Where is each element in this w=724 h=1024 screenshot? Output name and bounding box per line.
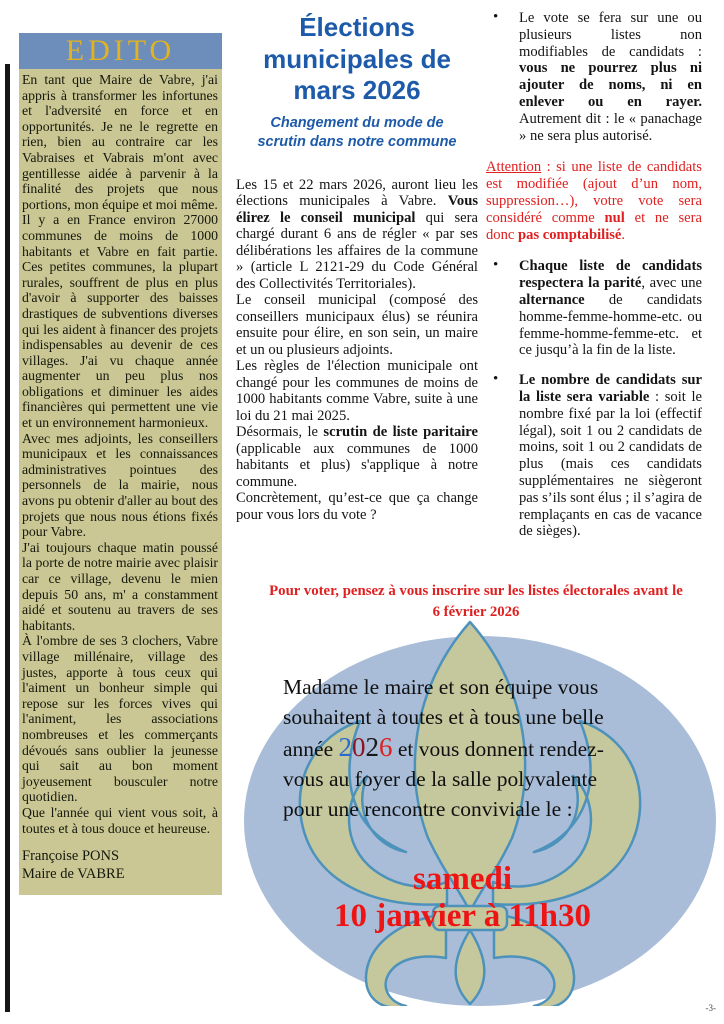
text-segment: scrutin de liste paritaire	[323, 424, 478, 441]
attention-note	[486, 159, 702, 243]
invitation-text	[283, 672, 719, 824]
text-segment: année	[283, 737, 339, 761]
event-date	[230, 862, 695, 935]
paragraph	[236, 177, 478, 293]
text-segment: Avec mes adjoints, les conseillers municipaux et les connaissances administratives pointues des personnels de la mairie, nous avons pu obtenir d'aller au bout des projets que nous nous étions fixés pour Vabre.	[22, 430, 218, 540]
fleur-bottom-spike	[456, 930, 485, 1004]
left-edge-rule	[5, 64, 10, 1012]
text-segment: À l'ombre de ses 3 clochers, Vabre village millénaire, village des justes, apporte à tous ceux qui l'aiment un bonheur simple qui repose sur les forces vives qui l'animent, les associations nombreuses et les commerçants dévoués sans oublier la jeunesse qui sait au bon moment joyeusement bousculer notre quotidien.	[22, 633, 218, 805]
text-segment: (applicable aux communes de 1000 habitants et plus) s'applique à notre commune.	[236, 440, 478, 490]
bullet-marker: •	[493, 371, 499, 388]
text-segment: Les règles de l'élection municipale ont changé pour les communes de moins de 1000 habitants comme Vabre, suite à une loi du 21 mai 2025.	[236, 358, 478, 424]
text-segment: de candidats homme-femme-homme-etc. ou femme-homme-femme-etc. et ce jusqu’à la fin de la liste.	[519, 291, 702, 359]
event-date-day: samedi	[413, 861, 512, 897]
text-segment: Désormais, le	[236, 424, 324, 441]
text-segment: Le conseil municipal (composé des conseillers municipaux élus) se réunira ensuite pour élire, en son sein, un maire et un ou plusieurs adjoints.	[236, 292, 478, 358]
text-segment: Chaque liste de candidats respectera la parité	[519, 258, 702, 292]
paragraph	[236, 292, 478, 358]
paragraph	[22, 431, 218, 540]
text-segment: vous ne pourrez plus ni ajouter de noms, ni en enlever ou en rayer.	[519, 60, 702, 110]
paragraph	[22, 633, 218, 805]
text-segment: pour une rencontre conviviale le :	[283, 797, 573, 821]
text-segment: et ne sera donc	[486, 209, 702, 243]
page-number: -3-	[705, 1003, 716, 1013]
paragraph	[283, 672, 719, 824]
text-segment: : si une liste de candidats est modifiée (ajout d’un nom, suppression…), votre vote sera considéré comme	[486, 159, 702, 226]
text-segment: .	[621, 226, 626, 243]
text-segment: alternance	[519, 291, 585, 308]
paragraph	[22, 540, 218, 634]
paragraph	[22, 72, 218, 212]
article-column	[236, 12, 478, 523]
rule-text	[519, 258, 702, 358]
rule-text	[486, 159, 702, 242]
text-segment: En tant que Maire de Vabre, j'ai appris à transformer les infortunes et l'adversité en force et en opportunités. Je ne le regrette en rien, bien au contraire car les Vabraises et Vabrais m'ont avec gentillesse aidée à parvenir à la finalité des projets que nous portions, mon équipe et moi même.	[22, 72, 218, 212]
text-segment: Madame le maire et son équipe vous	[283, 675, 599, 699]
paragraph	[22, 212, 218, 430]
paragraph	[22, 805, 218, 836]
text-segment: Que l'année qui vient vous soit, à toutes et à tous douce et heureuse.	[22, 804, 218, 836]
text-segment: 2	[338, 732, 353, 762]
paragraph	[236, 358, 478, 424]
event-date-time: 10 janvier à 11h30	[334, 898, 591, 934]
signature-block	[19, 836, 222, 895]
text-segment: : soit le nombre fixé par la loi (effectif légal), soit 1 ou 2 candidats de moins, soit 1 ou 2 candidats de plus (mais ces candidats supplémentaires ne siègeront pas s’ils sont élus ; il s’agira de remplaçants en cas de vacance de sièges).	[519, 388, 702, 540]
text-segment: vous au foyer de la salle polyvalente	[283, 767, 598, 791]
signature-role: Maire de VABRE	[22, 865, 125, 882]
article-body	[236, 177, 478, 524]
rule-bullet-item	[486, 372, 702, 540]
paragraph	[236, 490, 478, 523]
text-segment: , avec une	[641, 275, 703, 292]
banner-line1: Pour voter, pensez à vous inscrire sur les listes électorales avant le	[269, 583, 683, 599]
text-segment: Autrement dit : le « panachage » ne sera plus autorisé.	[519, 110, 702, 144]
text-segment: J'ai toujours chaque matin poussé la porte de notre mairie avec plaisir car ce village, devenu le mien depuis 50 ans, m' a constamment aidé et soutenu au travers de ses habitants.	[22, 539, 218, 633]
article-title: Élections municipales de mars 2026	[263, 12, 451, 106]
text-segment: Concrètement, qu’est-ce que ça change pour vous lors du vote ?	[236, 490, 478, 523]
paragraph	[236, 424, 478, 490]
text-segment: pas comptabilisé	[518, 226, 622, 243]
signature-name: Françoise PONS	[22, 848, 120, 865]
edito-header	[19, 33, 222, 69]
text-segment: nul	[604, 209, 625, 226]
text-segment: Il y a en France environ 27000 communes de moins de 1000 habitants et Vabre en fait partie. Ces petites communes, la plupart rurales, souffrent de plus en plus d'avoir à supporter des baisses drastiques de subventions diverses qui les aident à financer des projets indispensables au devenir de ces villages. J'ai vu chaque année augmenter un peu plus nos obligations et diminuer les aides financières qui permettent une vie et un environnement harmonieux.	[22, 212, 218, 431]
text-segment: Le vote se fera sur une ou plusieurs listes non modifiables de candidats :	[519, 10, 702, 60]
bullet-marker: •	[493, 257, 499, 274]
text-segment: souhaitent à toutes et à tous une belle	[283, 705, 604, 729]
text-segment: qui sera chargé durant 6 ans de régler « par ses délibérations les affaires de la commune » (article L 2121-29 du Code Général des Collectivités Territoriales).	[236, 209, 478, 292]
edito-section	[19, 33, 222, 895]
text-segment: 2	[365, 732, 380, 762]
text-segment: Attention	[486, 159, 542, 176]
edito-body	[19, 69, 222, 836]
text-segment: Le nombre de candidats sur la liste sera variable	[519, 372, 702, 405]
text-segment: 0	[352, 732, 366, 762]
rule-text	[519, 372, 702, 539]
edito-title: EDITO	[65, 34, 176, 67]
text-segment: 6	[379, 732, 393, 762]
text-segment: Vous élirez le conseil municipal	[236, 193, 478, 226]
text-segment: Les 15 et 22 mars 2026, auront lieu les élections municipales à Vabre.	[236, 176, 478, 210]
rules-column	[486, 10, 702, 553]
bullet-marker: •	[493, 9, 499, 25]
rule-bullet-item	[486, 10, 702, 144]
rule-text	[519, 10, 702, 144]
article-subtitle: Changement du mode de scrutin dans notre commune	[257, 115, 457, 150]
text-segment: et vous donnent rendez-	[392, 737, 604, 761]
rule-bullet-item	[486, 258, 702, 359]
banner-line2: 6 février 2026	[432, 604, 520, 620]
